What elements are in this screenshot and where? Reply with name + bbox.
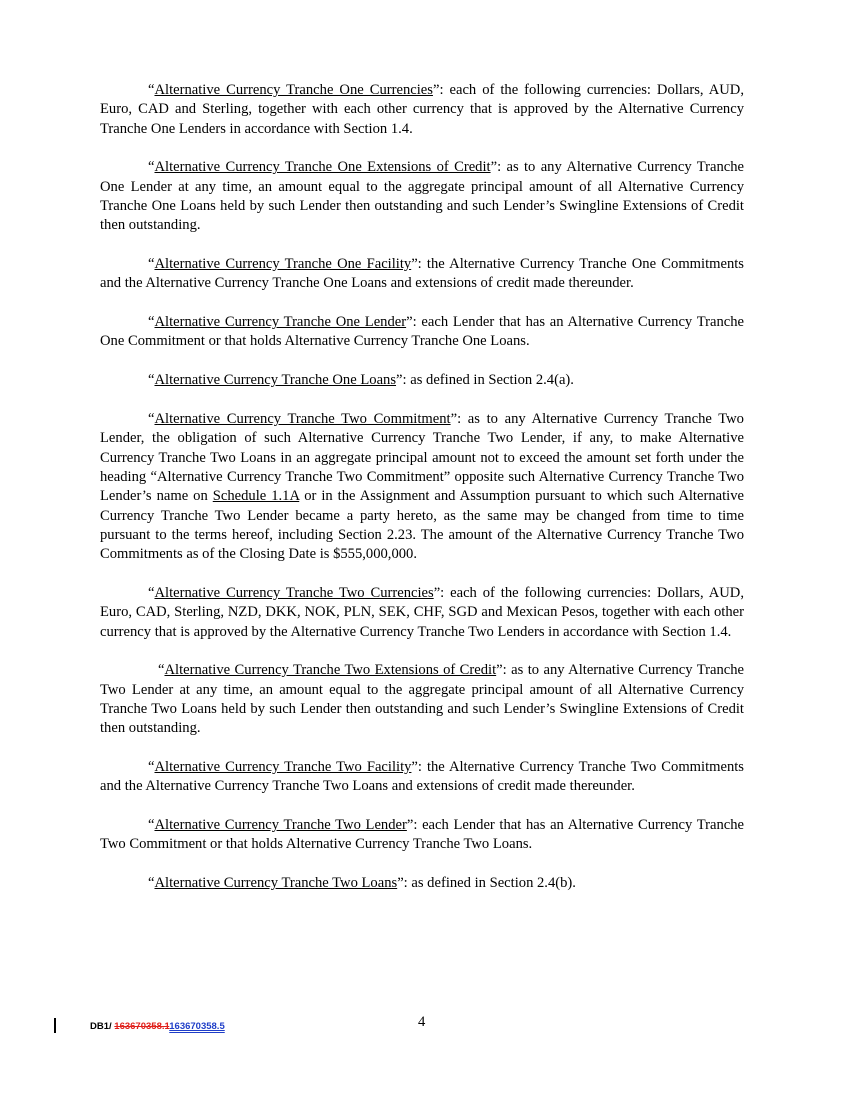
defined-term: Alternative Currency Tranche One Extensions of Credit (154, 159, 491, 176)
definition-paragraph: “Alternative Currency Tranche One Facility”: the Alternative Currency Tranche One Commitments and the Alternative Currency Tranche One Loans and extensions of credit made thereunder. (100, 256, 744, 292)
document-id-footer (90, 1021, 225, 1032)
definition-paragraph: “Alternative Currency Tranche Two Loans”: as defined in Section 2.4(b). (148, 875, 576, 892)
definition-paragraph: “Alternative Currency Tranche Two Commitment”: as to any Alternative Currency Tranche Two Lender, the obligation of such Alternative Currency Tranche Two Lender, if any, to make Alternative Currency Tranche Two Loans in an aggregate principal amount not to exceed the amount set forth under the heading “Alternative Currency Tranche Two Commitment” opposite such Alternative Currency Tranche Two Lender’s name on Schedule 1.1A or in the Assignment and Assumption pursuant to which such Alternative Currency Tranche Two Lender became a party hereto, as the same may be changed from time to time pursuant to the terms hereof, including Section 2.23. The amount of the Alternative Currency Tranche Two Commitments as of the Closing Date is $555,000,000. (100, 411, 744, 563)
definition-text: : each Lender that has an Alternative Currency Tranche One Commitment or that holds Alternative Currency Tranche One Loans. (100, 314, 744, 350)
change-bar (54, 1018, 56, 1033)
defined-term: Alternative Currency Tranche One Loans (154, 372, 397, 389)
defined-term: Alternative Currency Tranche Two Extensions of Credit (164, 662, 497, 679)
definition-paragraph: “Alternative Currency Tranche One Currencies”: each of the following currencies: Dollars, AUD, Euro, CAD and Sterling, together with each other currency that is approved by the Alternative Currency Tranche One Lenders in accordance with Section 1.4. (100, 82, 744, 137)
definition-text: : the Alternative Currency Tranche One Commitments and the Alternative Currency Tranche One Loans and extensions of credit made thereunder. (100, 256, 744, 292)
definition-paragraph: “Alternative Currency Tranche Two Lender”: each Lender that has an Alternative Currency Tranche Two Commitment or that holds Alternative Currency Tranche Two Loans. (100, 817, 744, 853)
defined-term: Alternative Currency Tranche One Facility (154, 256, 412, 273)
defined-term: Alternative Currency Tranche Two Currencies (154, 584, 434, 601)
definition-text: : as to any Alternative Currency Tranche One Lender at any time, an amount equal to the aggregate principal amount of all Alternative Currency Tranche One Loans held by such Lender then outstanding and such Lender’s Swingline Extensions of Credit then outstanding. (100, 159, 744, 234)
definition-paragraph: “Alternative Currency Tranche One Lender”: each Lender that has an Alternative Currency Tranche One Commitment or that holds Alternative Currency Tranche One Loans. (100, 314, 744, 350)
defined-term: Alternative Currency Tranche Two Facility (154, 759, 412, 776)
definition-paragraph: “Alternative Currency Tranche Two Extensions of Credit”: as to any Alternative Currency Tranche Two Lender at any time, an amount equal to the aggregate principal amount of all Alternative Currency Tranche Two Loans held by such Lender then outstanding and such Lender’s Swingline Extensions of Credit then outstanding. (100, 662, 744, 737)
definition-text: : each of the following currencies: Dollars, AUD, Euro, CAD and Sterling, together with each other currency that is approved by the Alternative Currency Tranche One Lenders in accordance with Section 1.4. (100, 82, 744, 137)
definition-text: : each of the following currencies: Dollars, AUD, Euro, CAD, Sterling, NZD, DKK, NOK, PLN, SEK, CHF, SGD and Mexican Pesos, together with each other currency that is approved by the Alternative Currency Tranche Two Lenders in accordance with Section 1.4. (100, 584, 744, 640)
schedule-reference: Schedule 1.1A (212, 488, 300, 505)
defined-term: Alternative Currency Tranche One Lender (154, 314, 407, 331)
definition-paragraph: “Alternative Currency Tranche One Loans”: as defined in Section 2.4(a). (148, 372, 574, 389)
definition-text: or in the Assignment and Assumption pursuant to which such Alternative Currency Tranche Two Lender became a party hereto, as the same may be changed from time to time pursuant to the terms hereof, including Section 2.23. The amount of the Alternative Currency Tranche Two Commitments as of the Closing Date is $555,000,000. (100, 488, 744, 563)
deleted-document-id: 163670358.1 (114, 1021, 170, 1032)
definition-paragraph: “Alternative Currency Tranche Two Currencies”: each of the following currencies: Dollars, AUD, Euro, CAD, Sterling, NZD, DKK, NOK, PLN, SEK, CHF, SGD and Mexican Pesos, together with each other currency that is approved by the Alternative Currency Tranche Two Lenders in accordance with Section 1.4. (100, 584, 744, 640)
page-number: 4 (418, 1014, 426, 1030)
defined-term: Alternative Currency Tranche Two Commitment (154, 411, 451, 428)
definition-paragraph: “Alternative Currency Tranche Two Facility”: the Alternative Currency Tranche Two Commitments and the Alternative Currency Tranche Two Loans and extensions of credit made thereunder. (100, 759, 744, 795)
defined-term: Alternative Currency Tranche Two Lender (154, 817, 407, 834)
definition-text: : each Lender that has an Alternative Currency Tranche Two Commitment or that holds Alternative Currency Tranche Two Loans. (100, 817, 744, 853)
definition-text: : as defined in Section 2.4(a). (402, 372, 574, 389)
definition-text: : the Alternative Currency Tranche Two Commitments and the Alternative Currency Tranche Two Loans and extensions of credit made thereunder. (100, 759, 744, 795)
definition-paragraph: “Alternative Currency Tranche One Extensions of Credit”: as to any Alternative Currency Tranche One Lender at any time, an amount equal to the aggregate principal amount of all Alternative Currency Tranche One Loans held by such Lender then outstanding and such Lender’s Swingline Extensions of Credit then outstanding. (100, 159, 744, 234)
definition-text: : as defined in Section 2.4(b). (403, 875, 576, 892)
definition-text: : as to any Alternative Currency Tranche Two Lender, the obligation of such Alternative Currency Tranche Two Lender, if any, to make Alternative Currency Tranche Two Loans in an aggregate principal amount not to exceed the amount set forth under the heading “Alternative Currency Tranche Two Commitment” opposite such Alternative Currency Tranche Two Lender’s name on (100, 411, 744, 505)
definition-text: : as to any Alternative Currency Tranche Two Lender at any time, an amount equal to the aggregate principal amount of all Alternative Currency Tranche Two Loans held by such Lender then outstanding and such Lender’s Swingline Extensions of Credit then outstanding. (100, 662, 744, 737)
defined-term: Alternative Currency Tranche One Currencies (154, 82, 433, 98)
document-body (100, 81, 744, 913)
inserted-document-id: 163670358.5 (169, 1021, 225, 1032)
defined-term: Alternative Currency Tranche Two Loans (154, 875, 398, 892)
footer-prefix: DB1/ (90, 1021, 115, 1032)
